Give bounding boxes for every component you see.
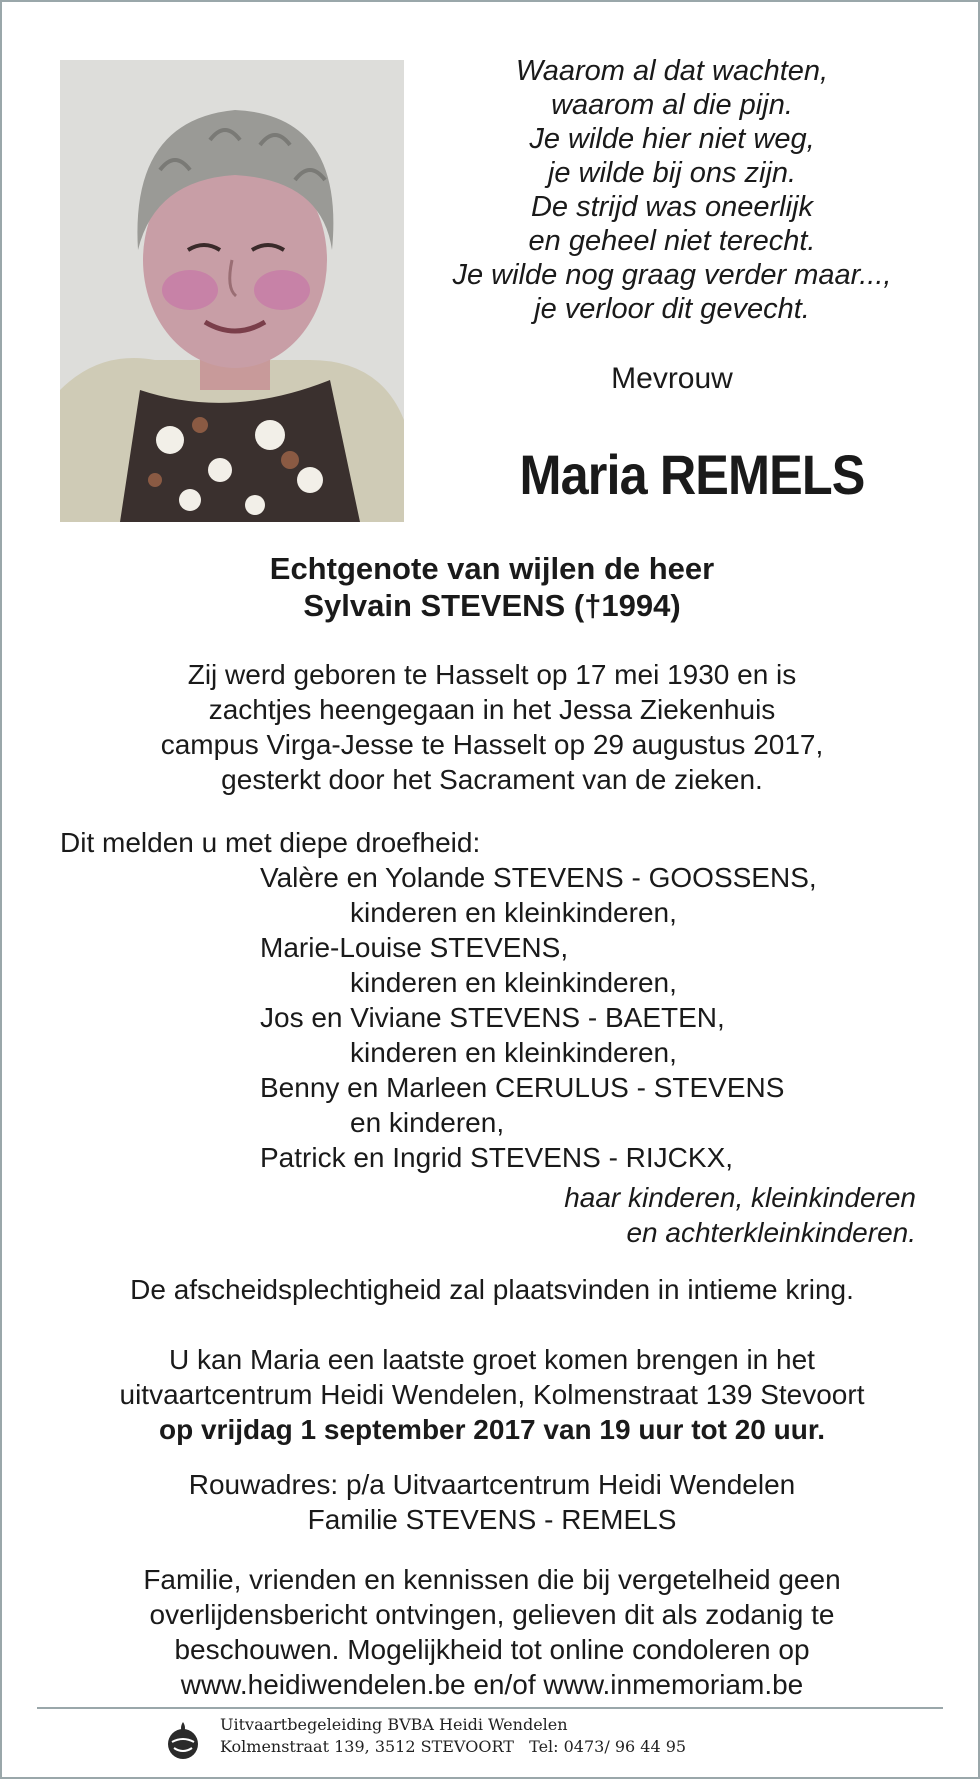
notice-line: overlijdensbericht ontvingen, gelieven dit als zodanig te — [149, 1599, 835, 1630]
spouse-line: Echtgenote van wijlen de heer — [269, 551, 715, 586]
family-descendants: en kinderen, — [350, 1107, 505, 1138]
portrait-photo — [60, 60, 404, 522]
biography-line: zachtjes heengegaan in het Jessa Ziekenhuis — [208, 694, 776, 725]
footer-divider — [37, 1707, 943, 1709]
announcement-intro: Dit melden u met diepe droefheid: — [60, 827, 481, 858]
family-member: Patrick en Ingrid STEVENS - RIJCKX, — [260, 1142, 734, 1173]
biography — [2, 657, 980, 797]
notice-line: www.heidiwendelen.be en/of www.inmemoriam.be — [180, 1669, 804, 1700]
family-list — [260, 860, 817, 1175]
visitation-info — [2, 1342, 980, 1447]
salutation: Mevrouw — [611, 362, 733, 395]
poem — [422, 54, 922, 326]
closing-line: haar kinderen, kleinkinderen — [564, 1182, 916, 1213]
deceased-name: Maria REMELS — [519, 443, 865, 506]
family-member: Benny en Marleen CERULUS - STEVENS — [260, 1072, 785, 1103]
address-line: Rouwadres: p/a Uitvaartcentrum Heidi Wendelen — [188, 1469, 796, 1500]
family-member: Jos en Viviane STEVENS - BAETEN, — [260, 1002, 725, 1033]
poem-line: waarom al die pijn. — [551, 89, 793, 121]
funeral-home-contact: Kolmenstraat 139, 3512 STEVOORT Tel: 0473/ 96 44 95 — [220, 1737, 687, 1756]
biography-line: campus Virga-Jesse te Hasselt op 29 augustus 2017, — [160, 729, 824, 760]
notice — [2, 1562, 980, 1702]
family-descendants: kinderen en kleinkinderen, — [350, 1037, 677, 1068]
poem-line: je wilde bij ons zijn. — [547, 157, 797, 189]
ceremony-info: De afscheidsplechtigheid zal plaatsvinden in intieme kring. — [130, 1274, 854, 1305]
funeral-home-details — [220, 1714, 686, 1758]
address-line: Familie STEVENS - REMELS — [307, 1504, 677, 1535]
family-descendants: kinderen en kleinkinderen, — [350, 967, 677, 998]
poem-line: je verloor dit gevecht. — [534, 293, 810, 325]
spouse-line: Sylvain STEVENS (†1994) — [303, 588, 681, 623]
closing-signature — [564, 1180, 916, 1250]
visitation-line: U kan Maria een laatste groet komen brengen in het — [169, 1344, 815, 1375]
notice-line: Familie, vrienden en kennissen die bij vergetelheid geen — [143, 1564, 841, 1595]
visitation-line: uitvaartcentrum Heidi Wendelen, Kolmenstraat 139 Stevoort — [119, 1379, 865, 1410]
biography-line: Zij werd geboren te Hasselt op 17 mei 1930 en is — [187, 659, 797, 690]
family-member: Valère en Yolande STEVENS - GOOSSENS, — [260, 862, 817, 893]
family-member: Marie-Louise STEVENS, — [260, 932, 569, 963]
funeral-home-logo-icon — [164, 1718, 202, 1762]
funeral-home-name: Uitvaartbegeleiding BVBA Heidi Wendelen — [220, 1715, 568, 1734]
poem-line: De strijd was oneerlijk — [530, 191, 814, 223]
poem-line: Je wilde nog graag verder maar..., — [452, 259, 892, 291]
family-descendants: kinderen en kleinkinderen, — [350, 897, 677, 928]
poem-line: Je wilde hier niet weg, — [529, 123, 815, 155]
biography-line: gesterkt door het Sacrament van de zieken. — [221, 764, 763, 795]
poem-line: en geheel niet terecht. — [528, 225, 816, 257]
mourning-address — [2, 1467, 980, 1537]
poem-line: Waarom al dat wachten, — [515, 55, 829, 87]
spouse-info — [2, 550, 980, 624]
notice-line: beschouwen. Mogelijkheid tot online condoleren op — [174, 1634, 810, 1665]
portrait-illustration — [60, 60, 404, 522]
visitation-time: op vrijdag 1 september 2017 van 19 uur tot 20 uur. — [158, 1414, 825, 1445]
closing-line: en achterkleinkinderen. — [626, 1217, 916, 1248]
